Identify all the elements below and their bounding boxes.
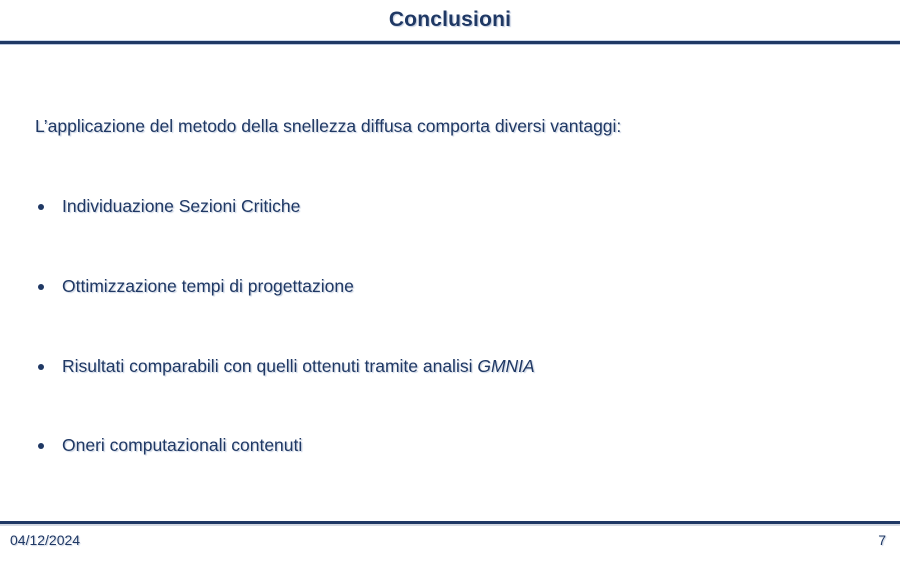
footer-date: 04/12/2024 (10, 532, 81, 548)
bullet-dot-icon (38, 204, 44, 210)
bullet-text: Ottimizzazione tempi di progettazione (62, 276, 354, 296)
title-divider-line (0, 40, 900, 45)
intro-paragraph: L’applicazione del metodo della snellezza diffusa comporta diversi vantaggi: (35, 116, 622, 136)
bullet-text: Individuazione Sezioni Critiche (62, 196, 301, 216)
bullet-item (38, 435, 302, 456)
footer-divider-line (0, 521, 900, 526)
bullet-item (38, 196, 300, 217)
page-number: 7 (878, 532, 886, 548)
bullet-dot-icon (38, 364, 44, 370)
bullet-dot-icon (38, 443, 44, 449)
bullet-dot-icon (38, 284, 44, 290)
bullet-item (38, 276, 354, 297)
bullet-text: Oneri computazionali contenuti (62, 435, 303, 455)
bullet-text: Risultati comparabili con quelli ottenuti tramite analisi GMNIA (62, 356, 535, 376)
bullet-item (38, 356, 535, 377)
slide-title: Conclusioni (388, 8, 512, 31)
